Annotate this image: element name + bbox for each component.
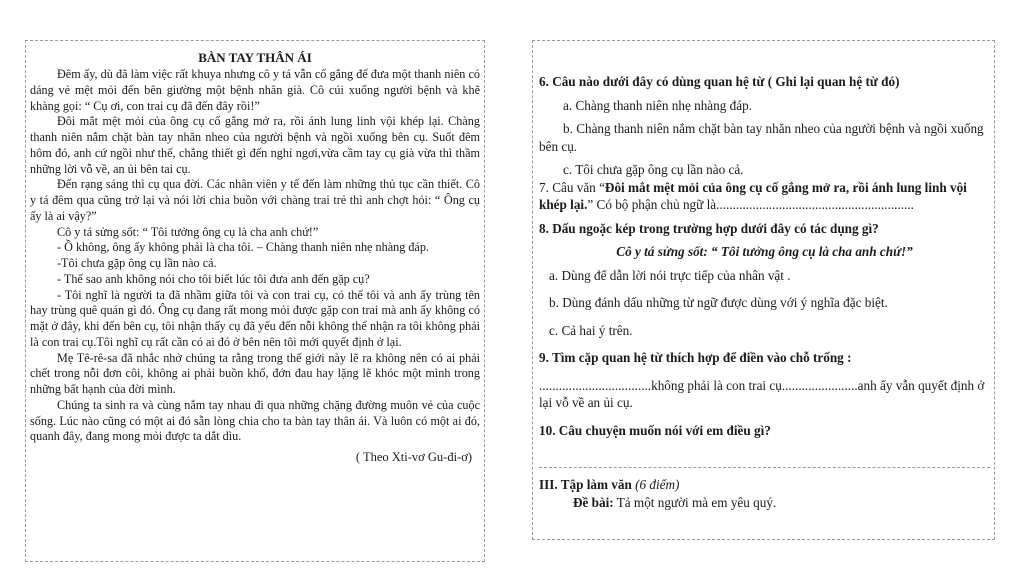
- story-paragraph: Đôi mắt mệt mỏi của ông cụ cố gắng mở ra, rồi ánh lung linh vội khép lại. Chàng thanh niên nắm chặt bàn tay nhăn nheo của người bệnh và ngồi xuống bên cụ. Suốt đêm hôm đó, anh cứ ngồi như thế, chẳng thiết gì đến nghỉ ngơi,vừa cầm tay cụ già vừa thì thầm những lời vỗ về, an ủi bên tai cụ.: [30, 114, 480, 176]
- section-3-topic: Đề bài: Tả một người mà em yêu quý.: [573, 494, 777, 510]
- story-page: [25, 40, 485, 562]
- story-paragraph: Cô y tá sửng sốt: “ Tôi tưởng ông cụ là cha anh chứ!”: [57, 224, 319, 239]
- story-paragraph: Đêm ấy, dù đã làm việc rất khuya nhưng cô y tá vẫn cố gắng để đưa một thanh niên có dáng vẻ mệt mỏi đến bên giường một bệnh nhân già. Cô cúi xuống người bệnh và khẽ khàng gọi: “ Cụ ơi, con trai cụ đã đến đây rồi!”: [30, 67, 480, 113]
- question-8-quote: Cô y tá sửng sốt: “ Tôi tưởng ông cụ là cha anh chứ!”: [616, 244, 913, 259]
- questions-page: [532, 40, 995, 540]
- story-paragraph: Đến rạng sáng thì cụ qua đời. Các nhân viên y tế đến làm những thủ tục cần thiết. Cô y tá đêm qua cũng trở lại và nói lời chia buồn với chàng trai trẻ thì anh chợt hỏi: “ Ông cụ ấy là ai vậy?”: [30, 177, 480, 223]
- question-10-title: 10. Câu chuyện muốn nói với em điều gì?: [539, 422, 771, 438]
- section-3-heading: III. Tập làm văn (6 điểm): [539, 477, 680, 492]
- question-8-option-c: c. Cả hai ý trên.: [549, 322, 633, 338]
- closing-paragraph: Mẹ Tê-rê-sa đã nhắc nhở chúng ta rằng trong thế giới này lẽ ra không nên có ai phải chết trong nỗi đơn côi, không ai phải buồn khổ, đớn đau hay lặng lẽ khóc một mình trong những bất hạnh của đời mình.: [30, 350, 480, 396]
- question-6-title: 6. Câu nào dưới đây có dùng quan hệ từ ( Ghi lại quan hệ từ đó): [539, 74, 900, 89]
- story-title: BÀN TAY THÂN ÁI: [198, 50, 312, 65]
- closing-paragraph: Chúng ta sinh ra và cùng nắm tay nhau đi qua những chặng đường muôn vẻ của cuộc sống. Lúc nào cũng có một ai đó sẵn lòng chia cho ta bàn tay thân ái. Và luôn có một ai đó, quanh đây, đang mong mỏi được ta dắt dìu.: [30, 397, 480, 444]
- question-8-option-b: b. Dùng đánh dấu những từ ngữ được dùng với ý nghĩa đặc biệt.: [549, 295, 888, 310]
- story-source: ( Theo Xti-vơ Gu-đi-ơ): [355, 450, 472, 464]
- question-8-option-a: a. Dùng để dẫn lời nói trực tiếp của nhân vật .: [549, 267, 791, 283]
- question-9-title: 9. Tìm cặp quan hệ từ thích hợp để điền vào chỗ trống :: [539, 350, 852, 365]
- dialogue-line: - Ồ không, ông ấy không phải là cha tôi. – Chàng thanh niên nhẹ nhàng đáp.: [57, 240, 429, 255]
- question-6-option-a: a. Chàng thanh niên nhẹ nhàng đáp.: [563, 97, 752, 113]
- dialogue-line: -Tôi chưa gặp ông cụ lần nào cả.: [57, 256, 217, 270]
- dialogue-line: - Tôi nghĩ là người ta đã nhầm giữa tôi và con trai cụ, có thể tôi và anh ấy trùng tên hay trùng quê quán gì đó. Ông cụ đang rất mong mỏi được gặp con trai mà anh ấy không có mặt ở đây, khi đến bên cụ, tôi nhận thấy cụ đã yếu đến nỗi không thể nhận ra tôi không phải là con trai cụ.Tôi nghĩ cụ rất cần có ai đó ở bên nên tôi mới quyết định ở lại.: [30, 287, 480, 349]
- question-6-option-c: c. Tôi chưa gặp ông cụ lần nào cả.: [563, 162, 744, 177]
- answer-divider: [539, 467, 990, 468]
- question-6-option-b: b. Chàng thanh niên nắm chặt bàn tay nhăn nheo của người bệnh và ngồi xuống bên cụ.: [539, 121, 984, 154]
- dialogue-line: - Thế sao anh không nói cho tôi biết lúc tôi đưa anh đến gặp cụ?: [57, 271, 370, 286]
- question-7-quote: Đôi mắt mệt mỏi của ông cụ cố gắng mở ra, rồi ánh lung linh vội khép lại.: [539, 179, 967, 212]
- question-7: 7. Câu văn “Đôi mắt mệt mỏi của ông cụ cố gắng mở ra, rồi ánh lung linh vội khép lại.” Có bộ phận chủ ngữ là............................................................: [539, 179, 967, 212]
- question-8-title: 8. Dấu ngoặc kép trong trường hợp dưới đây có tác dụng gì?: [539, 220, 879, 236]
- question-9-fill-line: ..................................không phải là con trai cụ.......................anh ấy vẫn quyết định ở lại vỗ về an ủi cụ.: [539, 377, 985, 410]
